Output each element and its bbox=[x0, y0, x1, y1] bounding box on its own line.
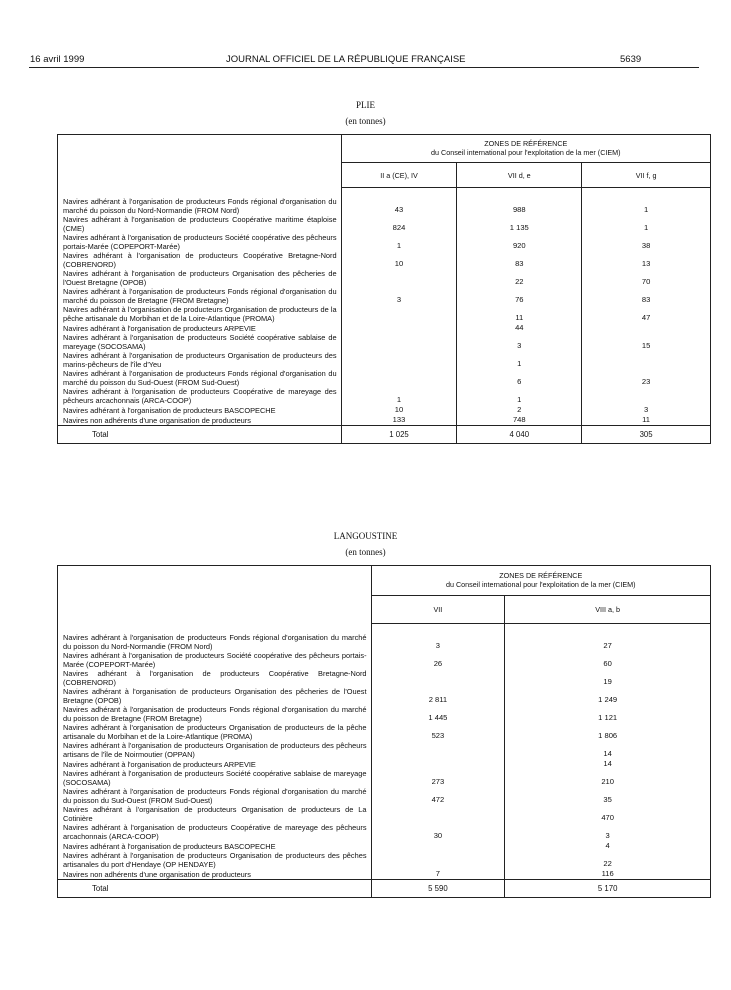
plie-row-value: 988 bbox=[457, 197, 582, 215]
plie-row-value: 13 bbox=[582, 251, 711, 269]
plie-row-value bbox=[582, 387, 711, 405]
langoustine-col-header: VII bbox=[371, 596, 505, 624]
spacer bbox=[371, 624, 505, 634]
plie-row-value bbox=[341, 369, 457, 387]
plie-row-value: 38 bbox=[582, 233, 711, 251]
langoustine-row bbox=[58, 687, 711, 705]
langoustine-row bbox=[58, 741, 711, 759]
plie-row-value bbox=[341, 305, 457, 323]
langoustine-row-label: Navires adhérant à l'organisation de producteurs Fonds régional d'organisation du marché du poisson de Bretagne (FROM Bretagne) bbox=[63, 705, 367, 723]
plie-row-value: 83 bbox=[457, 251, 582, 269]
langoustine-row-value: 60 bbox=[505, 651, 711, 669]
langoustine-row-value: 4 bbox=[505, 841, 711, 851]
spacer bbox=[58, 624, 372, 634]
langoustine-row-value: 470 bbox=[505, 805, 711, 823]
plie-col-header: II a (CE), IV bbox=[341, 163, 457, 188]
plie-row bbox=[58, 323, 711, 333]
langoustine-row-value: 14 bbox=[505, 741, 711, 759]
langoustine-row-value: 2 811 bbox=[371, 687, 505, 705]
langoustine-row bbox=[58, 851, 711, 869]
plie-row-value: 83 bbox=[582, 287, 711, 305]
plie-row bbox=[58, 215, 711, 233]
langoustine-total-value: 5 170 bbox=[505, 880, 711, 898]
langoustine-row bbox=[58, 705, 711, 723]
langoustine-row-value: 1 806 bbox=[505, 723, 711, 741]
plie-row-value: 23 bbox=[582, 369, 711, 387]
plie-row-label: Navires adhérant à l'organisation de producteurs Coopérative de mareyage des pêcheurs arcachonnais (ARCA-COOP) bbox=[63, 387, 337, 405]
plie-row-value: 1 135 bbox=[457, 215, 582, 233]
plie-row-value: 70 bbox=[582, 269, 711, 287]
plie-total-label: Total bbox=[58, 426, 342, 444]
plie-row-value: 1 bbox=[341, 387, 457, 405]
plie-row-label: Navires adhérant à l'organisation de producteurs Organisation de producteurs de la pêche artisanale du Morbihan et de la Loire-Atlantique (PROMA) bbox=[63, 305, 337, 323]
langoustine-row-value: 116 bbox=[505, 869, 711, 880]
plie-row-value bbox=[341, 351, 457, 369]
langoustine-row bbox=[58, 805, 711, 823]
plie-row bbox=[58, 305, 711, 323]
langoustine-row-value: 210 bbox=[505, 769, 711, 787]
langoustine-row-value: 1 249 bbox=[505, 687, 711, 705]
plie-row-value: 76 bbox=[457, 287, 582, 305]
plie-row-label: Navires adhérant à l'organisation de producteurs Société coopérative des pêcheurs portais-Marée (COPEPORT-Marée) bbox=[63, 233, 337, 251]
langoustine-row-value bbox=[371, 841, 505, 851]
plie-row-label: Navires adhérant à l'organisation de producteurs Organisation de producteurs des marins-pêcheurs de l'île d'Yeu bbox=[63, 351, 337, 369]
plie-unit: (en tonnes) bbox=[345, 116, 386, 126]
plie-row-value: 3 bbox=[341, 287, 457, 305]
plie-zone-title: ZONES DE RÉFÉRENCE bbox=[484, 139, 568, 148]
langoustine-row bbox=[58, 787, 711, 805]
langoustine-unit: (en tonnes) bbox=[345, 547, 386, 557]
plie-total-value: 305 bbox=[582, 426, 711, 444]
plie-row-label: Navires adhérant à l'organisation de producteurs BASCOPECHE bbox=[63, 406, 276, 415]
plie-row-value bbox=[582, 323, 711, 333]
langoustine-table bbox=[57, 565, 711, 898]
plie-table bbox=[57, 134, 711, 444]
plie-row-value bbox=[341, 323, 457, 333]
langoustine-row-value: 27 bbox=[505, 633, 711, 651]
langoustine-row-value: 30 bbox=[371, 823, 505, 841]
langoustine-row-value: 273 bbox=[371, 769, 505, 787]
langoustine-row-value: 14 bbox=[505, 759, 711, 769]
plie-row-value: 3 bbox=[457, 333, 582, 351]
plie-row-value: 43 bbox=[341, 197, 457, 215]
langoustine-row bbox=[58, 669, 711, 687]
langoustine-row-value: 1 121 bbox=[505, 705, 711, 723]
langoustine-row bbox=[58, 769, 711, 787]
plie-row-value: 15 bbox=[582, 333, 711, 351]
langoustine-empty-header bbox=[58, 566, 372, 624]
langoustine-row-label: Navires adhérant à l'organisation de producteurs Fonds régional d'organisation du marché du poisson du Sud-Ouest (FROM Sud-Ouest) bbox=[63, 787, 367, 805]
plie-row-value: 11 bbox=[582, 415, 711, 426]
plie-col-header: VII d, e bbox=[457, 163, 582, 188]
langoustine-zone-subtitle: du Conseil international pour l'exploitation de la mer (CIEM) bbox=[445, 579, 636, 589]
plie-zone-subtitle: du Conseil international pour l'exploitation de la mer (CIEM) bbox=[431, 147, 621, 157]
plie-row-value: 920 bbox=[457, 233, 582, 251]
langoustine-row-label: Navires adhérant à l'organisation de producteurs ARPEVIE bbox=[63, 760, 256, 769]
langoustine-zone-title: ZONES DE RÉFÉRENCE bbox=[499, 571, 583, 580]
langoustine-row-label: Navires adhérant à l'organisation de producteurs Organisation de producteurs de la pêche artisanale du Morbihan et de la Loire-Atlantique (PROMA) bbox=[63, 723, 367, 741]
langoustine-row-value: 35 bbox=[505, 787, 711, 805]
plie-row-value: 824 bbox=[341, 215, 457, 233]
header-journal: JOURNAL OFFICIEL DE LA RÉPUBLIQUE FRANÇAISE bbox=[226, 54, 466, 65]
plie-row-label: Navires adhérant à l'organisation de producteurs Coopérative Bretagne-Nord (COBRENORD) bbox=[63, 251, 337, 269]
plie-row bbox=[58, 333, 711, 351]
plie-row-label: Navires adhérant à l'organisation de producteurs Fonds régional d'organisation du marché du poisson de Bretagne (FROM Bretagne) bbox=[63, 287, 337, 305]
langoustine-row bbox=[58, 759, 711, 769]
langoustine-row-value: 472 bbox=[371, 787, 505, 805]
plie-row bbox=[58, 287, 711, 305]
langoustine-row-value bbox=[371, 669, 505, 687]
spacer bbox=[582, 188, 711, 198]
langoustine-col-header: VIII a, b bbox=[505, 596, 711, 624]
spacer bbox=[58, 188, 342, 198]
plie-zone-header bbox=[341, 135, 710, 163]
langoustine-row bbox=[58, 823, 711, 841]
plie-row bbox=[58, 197, 711, 215]
plie-row-value bbox=[341, 333, 457, 351]
langoustine-row-label: Navires adhérant à l'organisation de producteurs Organisation de producteurs de La Cotinière bbox=[63, 805, 367, 823]
plie-row-label: Navires non adhérents d'une organisation de producteurs bbox=[63, 416, 251, 425]
spacer bbox=[505, 624, 711, 634]
langoustine-row-label: Navires adhérant à l'organisation de producteurs Coopérative de mareyage des pêcheurs arcachonnais (ARCA-COOP) bbox=[63, 823, 367, 841]
langoustine-row-value bbox=[371, 805, 505, 823]
langoustine-total-label: Total bbox=[58, 880, 372, 898]
langoustine-row-value: 1 445 bbox=[371, 705, 505, 723]
langoustine-row-value bbox=[371, 759, 505, 769]
plie-row bbox=[58, 387, 711, 405]
langoustine-row-label: Navires adhérant à l'organisation de producteurs Organisation de producteurs des pêcheurs artisans de l'île de Noirmoutier (OPPAN) bbox=[63, 741, 367, 759]
langoustine-row-value bbox=[371, 741, 505, 759]
plie-total-value: 4 040 bbox=[457, 426, 582, 444]
langoustine-row-label: Navires adhérant à l'organisation de producteurs Fonds régional d'organisation du marché du poisson du Nord-Normandie (FROM Nord) bbox=[63, 633, 367, 651]
plie-row-value: 11 bbox=[457, 305, 582, 323]
plie-col-header: VII f, g bbox=[582, 163, 711, 188]
header-date: 16 avril 1999 bbox=[30, 54, 85, 65]
plie-row-value: 3 bbox=[582, 405, 711, 415]
plie-row-value bbox=[582, 351, 711, 369]
langoustine-row-value: 22 bbox=[505, 851, 711, 869]
langoustine-row bbox=[58, 723, 711, 741]
langoustine-row-value: 19 bbox=[505, 669, 711, 687]
plie-row-value: 10 bbox=[341, 251, 457, 269]
plie-row-label: Navires adhérant à l'organisation de producteurs Organisation des pêcheries de l'Ouest Bretagne (OPOB) bbox=[63, 269, 337, 287]
langoustine-row-value bbox=[371, 851, 505, 869]
langoustine-row-value: 3 bbox=[505, 823, 711, 841]
plie-row-value: 10 bbox=[341, 405, 457, 415]
plie-row-value: 1 bbox=[457, 351, 582, 369]
plie-row bbox=[58, 369, 711, 387]
langoustine-row-value: 523 bbox=[371, 723, 505, 741]
plie-row bbox=[58, 233, 711, 251]
langoustine-row-value: 7 bbox=[371, 869, 505, 880]
langoustine-row bbox=[58, 841, 711, 851]
langoustine-row-label: Navires adhérant à l'organisation de producteurs Société coopérative sablaise de mareyage (SOCOSAMA) bbox=[63, 769, 367, 787]
langoustine-row-label: Navires adhérant à l'organisation de producteurs Organisation de producteurs des pêches artisanales du port d'Hendaye (OP HENDAYE) bbox=[63, 851, 367, 869]
plie-row-value: 748 bbox=[457, 415, 582, 426]
langoustine-row-label: Navires adhérant à l'organisation de producteurs Organisation des pêcheries de l'Ouest Bretagne (OPOB) bbox=[63, 687, 367, 705]
langoustine-row-value: 3 bbox=[371, 633, 505, 651]
plie-row-value: 6 bbox=[457, 369, 582, 387]
plie-row-value: 47 bbox=[582, 305, 711, 323]
langoustine-row-label: Navires adhérant à l'organisation de producteurs BASCOPECHE bbox=[63, 842, 276, 851]
plie-row bbox=[58, 251, 711, 269]
header-rule bbox=[29, 67, 699, 68]
plie-row-label: Navires adhérant à l'organisation de producteurs ARPEVIE bbox=[63, 324, 256, 333]
plie-row-value: 22 bbox=[457, 269, 582, 287]
langoustine-row-label: Navires adhérant à l'organisation de producteurs Société coopérative des pêcheurs portais-Marée (COPEPORT-Marée) bbox=[63, 651, 367, 669]
header-page-number: 5639 bbox=[620, 54, 642, 65]
langoustine-row bbox=[58, 869, 711, 880]
plie-row-value: 1 bbox=[341, 233, 457, 251]
plie-row-label: Navires adhérant à l'organisation de producteurs Fonds régional d'organisation du marché du poisson du Nord-Normandie (FROM Nord) bbox=[63, 197, 337, 215]
langoustine-total-row bbox=[58, 880, 711, 898]
langoustine-zone-header bbox=[371, 566, 710, 596]
plie-row-label: Navires adhérant à l'organisation de producteurs Coopérative maritime étaploise (CME) bbox=[63, 215, 337, 233]
langoustine-row bbox=[58, 651, 711, 669]
spacer bbox=[341, 188, 457, 198]
plie-row bbox=[58, 269, 711, 287]
plie-row-label: Navires adhérant à l'organisation de producteurs Société coopérative sablaise de mareyage (SOCOSAMA) bbox=[63, 333, 337, 351]
plie-row bbox=[58, 405, 711, 415]
plie-row-value: 1 bbox=[582, 197, 711, 215]
plie-row bbox=[58, 351, 711, 369]
plie-row bbox=[58, 415, 711, 426]
plie-row-value: 2 bbox=[457, 405, 582, 415]
plie-row-label: Navires adhérant à l'organisation de producteurs Fonds régional d'organisation du marché du poisson du Sud-Ouest (FROM Sud-Ouest) bbox=[63, 369, 337, 387]
langoustine-row bbox=[58, 633, 711, 651]
plie-total-value: 1 025 bbox=[341, 426, 457, 444]
plie-row-value: 44 bbox=[457, 323, 582, 333]
plie-row-value: 133 bbox=[341, 415, 457, 426]
langoustine-row-label: Navires non adhérents d'une organisation de producteurs bbox=[63, 870, 251, 879]
plie-row-value bbox=[341, 269, 457, 287]
langoustine-title: LANGOUSTINE bbox=[333, 531, 398, 541]
plie-row-value: 1 bbox=[582, 215, 711, 233]
plie-title: PLIE bbox=[356, 100, 375, 110]
langoustine-total-value: 5 590 bbox=[371, 880, 505, 898]
plie-total-row bbox=[58, 426, 711, 444]
spacer bbox=[457, 188, 582, 198]
plie-empty-header bbox=[58, 135, 342, 188]
langoustine-row-value: 26 bbox=[371, 651, 505, 669]
plie-row-value: 1 bbox=[457, 387, 582, 405]
langoustine-row-label: Navires adhérant à l'organisation de producteurs Coopérative Bretagne-Nord (COBRENORD) bbox=[63, 669, 367, 687]
